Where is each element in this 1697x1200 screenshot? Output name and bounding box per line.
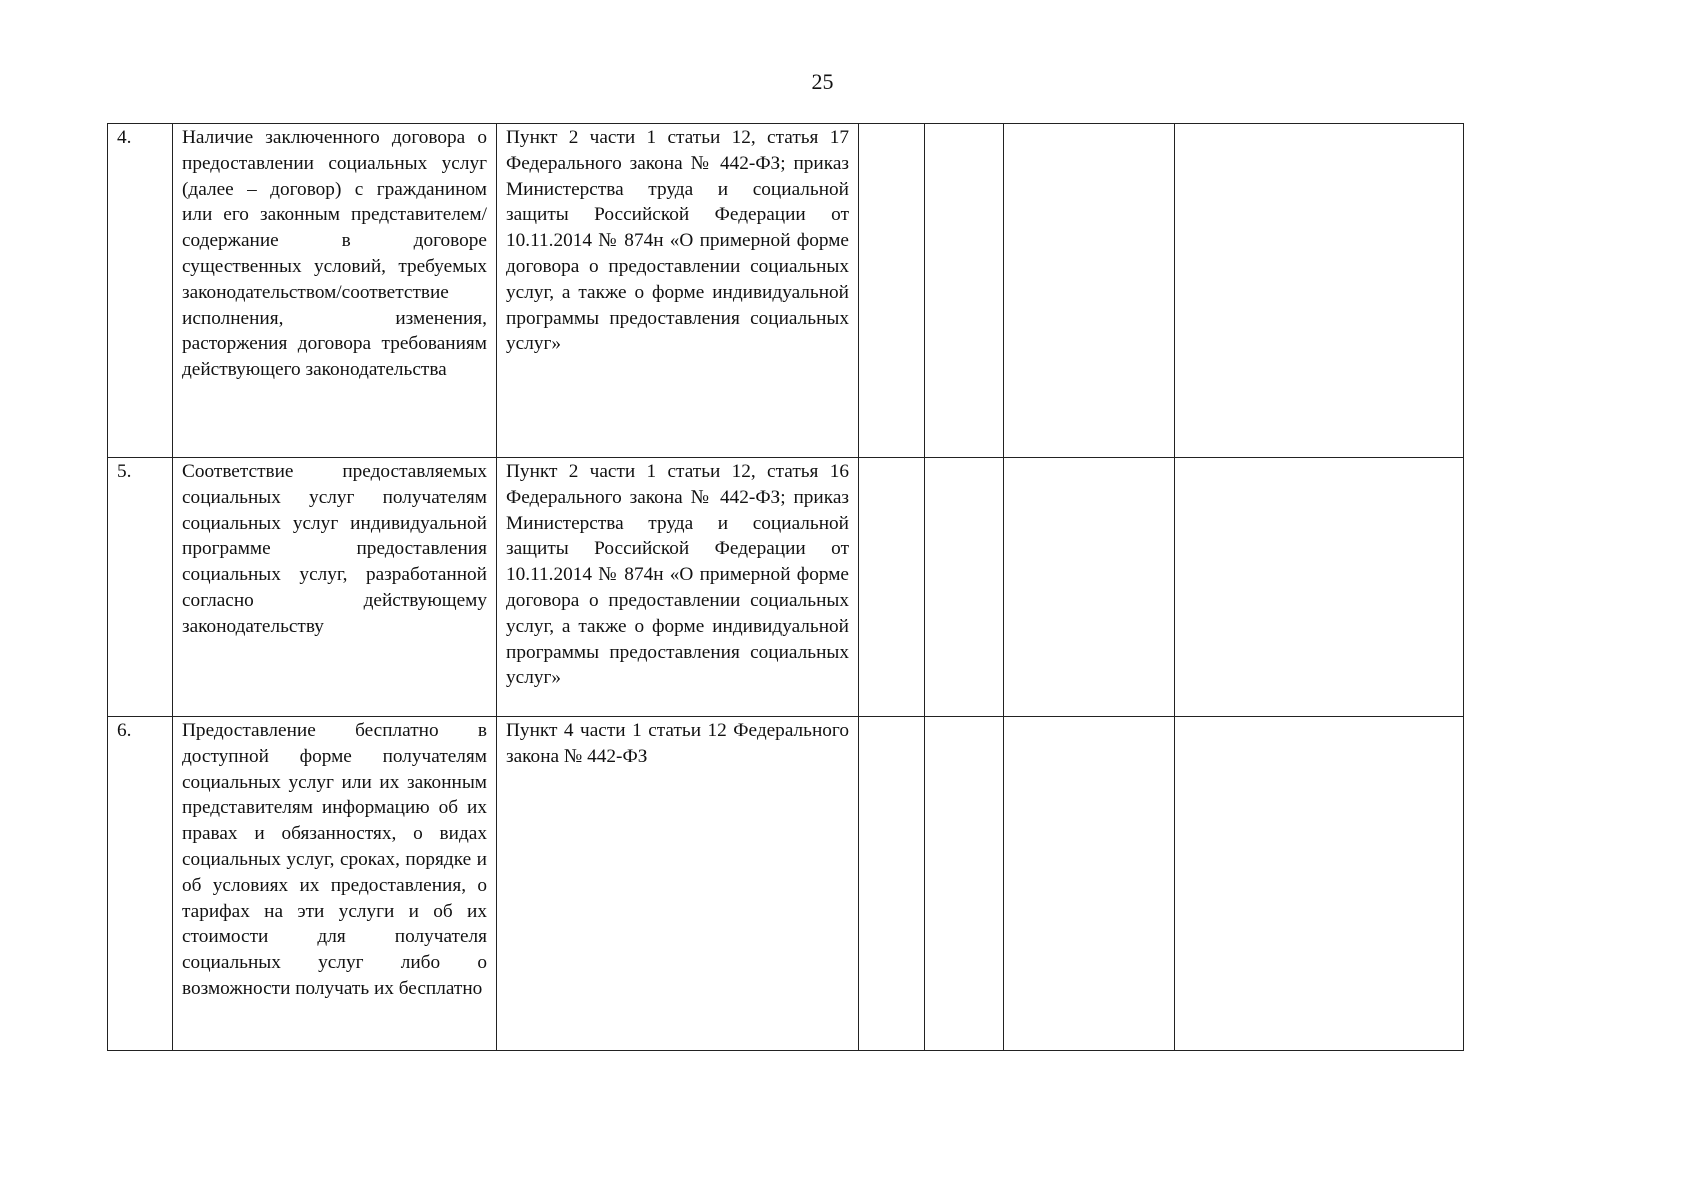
empty-cell — [1004, 124, 1175, 458]
empty-cell — [1004, 458, 1175, 717]
empty-cell — [1175, 124, 1464, 458]
table-row — [108, 458, 1464, 717]
requirement-cell: Наличие заключенного договора о предоставлении социальных услуг (далее – договор) с гражданином или его законным представителем/содержание в договоре существенных условий, требуемых законодательством/соответствие исполнения, изменения, расторжения договора требованиям действующего законодательства — [173, 124, 497, 458]
empty-cell — [859, 458, 925, 717]
empty-cell — [859, 124, 925, 458]
empty-cell — [1175, 458, 1464, 717]
checklist-table — [107, 123, 1464, 1051]
row-number: 6. — [108, 717, 173, 1051]
row-number: 5. — [108, 458, 173, 717]
requirement-cell: Соответствие предоставляемых социальных услуг получателям социальных услуг индивидуальной программе предоставления социальных услуг, разработанной согласно действующему законодательству — [173, 458, 497, 717]
legal-basis-cell: Пункт 2 части 1 статьи 12, статья 16 Федерального закона № 442-ФЗ; приказ Министерства труда и социальной защиты Российской Федерации от 10.11.2014 № 874н «О примерной форме договора о предоставлении социальных услуг, а также о форме индивидуальной программы предоставления социальных услуг» — [497, 458, 859, 717]
table-row — [108, 124, 1464, 458]
table-row — [108, 717, 1464, 1051]
empty-cell — [925, 717, 1004, 1051]
empty-cell — [1004, 717, 1175, 1051]
page-number: 25 — [811, 69, 834, 94]
empty-cell — [925, 124, 1004, 458]
requirement-cell: Предоставление бесплатно в доступной форме получателям социальных услуг или их законным представителям информацию об их правах и обязанностях, о видах социальных услуг, сроках, порядке и об условиях их предоставления, о тарифах на эти услуги и об их стоимости для получателя социальных услуг либо о возможности получать их бесплатно — [173, 717, 497, 1051]
legal-basis-cell: Пункт 2 части 1 статьи 12, статья 17 Федерального закона № 442-ФЗ; приказ Министерства труда и социальной защиты Российской Федерации от 10.11.2014 № 874н «О примерной форме договора о предоставлении социальных услуг, а также о форме индивидуальной программы предоставления социальных услуг» — [497, 124, 859, 458]
empty-cell — [925, 458, 1004, 717]
empty-cell — [859, 717, 925, 1051]
empty-cell — [1175, 717, 1464, 1051]
legal-basis-cell: Пункт 4 части 1 статьи 12 Федерального закона № 442-ФЗ — [497, 717, 859, 1051]
row-number: 4. — [108, 124, 173, 458]
